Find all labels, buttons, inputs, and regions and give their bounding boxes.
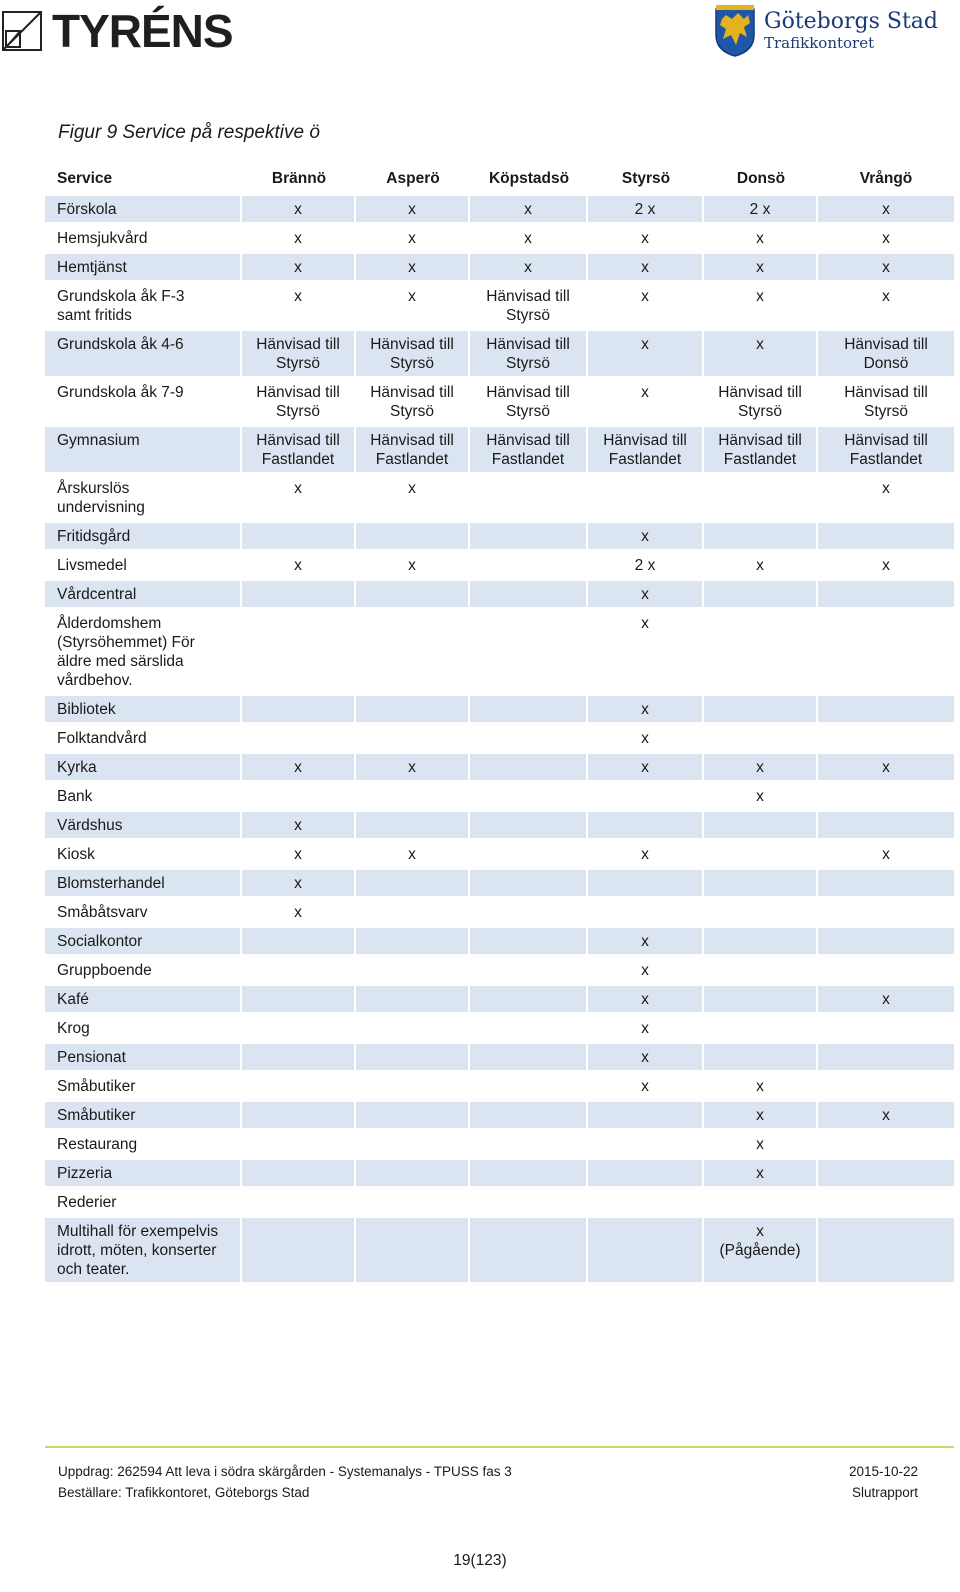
island-value-cell: x [704, 552, 818, 578]
island-value-cell: x [588, 1073, 704, 1099]
island-value-cell: x [356, 841, 470, 867]
island-value-cell [470, 1044, 588, 1070]
island-value-cell: x [242, 870, 356, 896]
island-value-cell: x [588, 754, 704, 780]
island-value-cell [242, 1044, 356, 1070]
island-value-cell [242, 928, 356, 954]
island-value-cell [242, 783, 356, 809]
table-row [45, 1015, 954, 1041]
island-value-cell [470, 1015, 588, 1041]
island-value-cell [704, 1189, 818, 1215]
island-value-cell: x [588, 928, 704, 954]
island-value-cell: Hänvisad till Styrsö [356, 379, 470, 424]
island-value-cell: x [356, 552, 470, 578]
island-value-cell [470, 725, 588, 751]
island-value-cell: x [818, 552, 954, 578]
service-name-cell: Socialkontor [45, 928, 242, 954]
island-value-cell: x [588, 986, 704, 1012]
island-value-cell [470, 523, 588, 549]
island-value-cell [588, 475, 704, 520]
island-value-cell: Hänvisad till Fastlandet [588, 427, 704, 472]
footer-assignment: Uppdrag: 262594 Att leva i södra skärgården - Systemanalys - TPUSS fas 3 [58, 1464, 512, 1479]
table-row [45, 841, 954, 867]
island-value-cell [356, 1102, 470, 1128]
island-value-cell [818, 899, 954, 925]
island-value-cell [704, 523, 818, 549]
table-row [45, 1218, 954, 1282]
island-value-cell [470, 783, 588, 809]
service-name-cell: Livsmedel [45, 552, 242, 578]
island-value-cell [818, 725, 954, 751]
island-value-cell: Hänvisad till Styrsö [818, 379, 954, 424]
island-value-cell: x [704, 783, 818, 809]
island-value-cell: x [470, 225, 588, 251]
island-value-cell [818, 1131, 954, 1157]
island-value-cell: Hänvisad till Styrsö [470, 283, 588, 328]
island-value-cell [470, 1131, 588, 1157]
island-value-cell [818, 957, 954, 983]
island-value-cell: x [356, 254, 470, 280]
service-name-cell: Grundskola åk 4-6 [45, 331, 242, 376]
island-value-cell [356, 899, 470, 925]
footer-date: 2015-10-22 [848, 1464, 918, 1479]
island-value-cell [470, 841, 588, 867]
island-value-cell: 2 x [588, 552, 704, 578]
table-row [45, 1160, 954, 1186]
logo-city-name: Göteborgs Stad [764, 9, 939, 34]
island-value-cell [242, 1102, 356, 1128]
island-value-cell [818, 812, 954, 838]
island-value-cell [356, 696, 470, 722]
service-name-cell: Restaurang [45, 1131, 242, 1157]
figure-caption: Figur 9 Service på respektive ö [58, 122, 320, 143]
service-name-cell: Förskola [45, 196, 242, 222]
tyrens-logo [2, 5, 233, 57]
island-value-cell: Hänvisad till Donsö [818, 331, 954, 376]
island-value-cell: x [588, 581, 704, 607]
island-value-cell [818, 1073, 954, 1099]
island-value-cell [704, 1044, 818, 1070]
island-value-cell [356, 610, 470, 693]
island-value-cell: x [242, 552, 356, 578]
island-value-cell: x [704, 225, 818, 251]
island-value-cell [818, 1189, 954, 1215]
island-value-cell [242, 986, 356, 1012]
island-value-cell [242, 523, 356, 549]
island-value-cell: x [818, 225, 954, 251]
table-row [45, 379, 954, 424]
island-value-cell: Hänvisad till Fastlandet [818, 427, 954, 472]
island-value-cell: x [588, 523, 704, 549]
table-row [45, 783, 954, 809]
island-value-cell [356, 783, 470, 809]
page-number: 19(123) [453, 1552, 507, 1569]
island-value-cell [242, 1189, 356, 1215]
table-row [45, 899, 954, 925]
island-value-cell: x [704, 1131, 818, 1157]
island-value-cell: x [356, 283, 470, 328]
island-value-cell [818, 523, 954, 549]
island-value-cell [704, 841, 818, 867]
island-value-cell [242, 957, 356, 983]
column-header: Brännö [271, 170, 327, 187]
island-value-cell: x [588, 696, 704, 722]
island-value-cell: x [242, 841, 356, 867]
island-value-cell: Hänvisad till Styrsö [704, 379, 818, 424]
island-value-cell: x [242, 754, 356, 780]
island-value-cell [704, 870, 818, 896]
table-row [45, 1073, 954, 1099]
island-value-cell: x [242, 812, 356, 838]
table-body [45, 196, 954, 1282]
island-value-cell [470, 899, 588, 925]
table-header-row [45, 165, 954, 193]
island-value-cell [242, 581, 356, 607]
table-row [45, 1102, 954, 1128]
island-value-cell [704, 1015, 818, 1041]
island-value-cell [470, 812, 588, 838]
service-name-cell: Gymnasium [45, 427, 242, 472]
island-value-cell: x [704, 754, 818, 780]
island-value-cell: x [588, 841, 704, 867]
island-value-cell: Hänvisad till Fastlandet [356, 427, 470, 472]
island-value-cell [356, 1073, 470, 1099]
table-row [45, 225, 954, 251]
service-name-cell: Bibliotek [45, 696, 242, 722]
island-value-cell [356, 725, 470, 751]
island-value-cell: x [356, 196, 470, 222]
island-value-cell: x [588, 1015, 704, 1041]
service-name-cell: Fritidsgård [45, 523, 242, 549]
island-value-cell: x [704, 254, 818, 280]
island-value-cell: Hänvisad till Fastlandet [242, 427, 356, 472]
service-name-cell: Kyrka [45, 754, 242, 780]
island-value-cell [470, 1073, 588, 1099]
island-value-cell [704, 899, 818, 925]
island-value-cell: x [704, 1160, 818, 1186]
island-value-cell: x [356, 754, 470, 780]
island-value-cell [356, 812, 470, 838]
island-value-cell [588, 1218, 704, 1282]
service-table [45, 162, 954, 1285]
column-header: Service [57, 170, 113, 187]
island-value-cell: x [242, 196, 356, 222]
island-value-cell: Hänvisad till Styrsö [356, 331, 470, 376]
island-value-cell [470, 870, 588, 896]
island-value-cell: Hänvisad till Styrsö [470, 379, 588, 424]
island-value-cell: x [818, 754, 954, 780]
island-value-cell [356, 1160, 470, 1186]
service-name-cell: Hemsjukvård [45, 225, 242, 251]
service-name-cell: Gruppboende [45, 957, 242, 983]
island-value-cell [242, 725, 356, 751]
island-value-cell [588, 1160, 704, 1186]
island-value-cell: x [242, 283, 356, 328]
island-value-cell: Hänvisad till Styrsö [242, 379, 356, 424]
table-row [45, 928, 954, 954]
island-value-cell [818, 696, 954, 722]
island-value-cell [470, 610, 588, 693]
island-value-cell [818, 783, 954, 809]
logo-department-name: Trafikkontoret [764, 34, 875, 52]
island-value-cell [704, 475, 818, 520]
service-name-cell: Pizzeria [45, 1160, 242, 1186]
goteborgs-stad-logo [714, 4, 938, 58]
island-value-cell: Hänvisad till Styrsö [470, 331, 588, 376]
island-value-cell: x [242, 899, 356, 925]
island-value-cell [704, 581, 818, 607]
service-name-cell: Vårdcentral [45, 581, 242, 607]
island-value-cell: x [588, 725, 704, 751]
footer-divider [45, 1446, 954, 1448]
coat-of-arms-icon [714, 5, 756, 57]
footer-client: Beställare: Trafikkontoret, Göteborgs Stad [58, 1485, 310, 1500]
island-value-cell [470, 696, 588, 722]
island-value-cell: x [470, 254, 588, 280]
table-row [45, 475, 954, 520]
island-value-cell: x [818, 1102, 954, 1128]
island-value-cell: 2 x [588, 196, 704, 222]
service-name-cell: Ålderdomshem (Styrsöhemmet) För äldre med särslida vårdbehov. [45, 610, 242, 693]
service-name-cell: Multihall för exempelvis idrott, möten, konserter och teater. [45, 1218, 242, 1282]
island-value-cell [242, 1015, 356, 1041]
island-value-cell [470, 928, 588, 954]
island-value-cell [356, 1044, 470, 1070]
island-value-cell [818, 1015, 954, 1041]
island-value-cell: Hänvisad till Styrsö [242, 331, 356, 376]
island-value-cell [704, 957, 818, 983]
island-value-cell: x [704, 1102, 818, 1128]
island-value-cell [470, 754, 588, 780]
island-value-cell: x [818, 475, 954, 520]
column-header: Styrsö [621, 170, 671, 187]
table-row [45, 1044, 954, 1070]
island-value-cell: x [242, 475, 356, 520]
island-value-cell [470, 552, 588, 578]
table-row [45, 254, 954, 280]
island-value-cell [470, 581, 588, 607]
island-value-cell: x [818, 254, 954, 280]
island-value-cell: x (Pågående) [704, 1218, 818, 1282]
tyrens-mark-icon [2, 11, 42, 51]
island-value-cell [818, 928, 954, 954]
service-name-cell: Rederier [45, 1189, 242, 1215]
island-value-cell [242, 610, 356, 693]
service-name-cell: Blomsterhandel [45, 870, 242, 896]
island-value-cell [356, 581, 470, 607]
island-value-cell [704, 696, 818, 722]
service-name-cell: Bank [45, 783, 242, 809]
table-row [45, 196, 954, 222]
island-value-cell: Hänvisad till Fastlandet [470, 427, 588, 472]
service-name-cell: Hemtjänst [45, 254, 242, 280]
table-row [45, 552, 954, 578]
island-value-cell [470, 1218, 588, 1282]
column-header: Köpstadsö [488, 170, 570, 187]
table-row [45, 331, 954, 376]
island-value-cell: x [588, 379, 704, 424]
island-value-cell [356, 1131, 470, 1157]
table-row [45, 523, 954, 549]
service-name-cell: Kafé [45, 986, 242, 1012]
island-value-cell: x [588, 957, 704, 983]
island-value-cell: x [470, 196, 588, 222]
island-value-cell: x [704, 1073, 818, 1099]
island-value-cell [588, 899, 704, 925]
service-name-cell: Värdshus [45, 812, 242, 838]
island-value-cell: x [356, 475, 470, 520]
service-name-cell: Folktandvård [45, 725, 242, 751]
island-value-cell [470, 957, 588, 983]
island-value-cell [818, 581, 954, 607]
tyrens-wordmark: TYRÉNS [52, 5, 233, 57]
table-row [45, 986, 954, 1012]
island-value-cell [356, 928, 470, 954]
island-value-cell [356, 523, 470, 549]
island-value-cell [704, 928, 818, 954]
island-value-cell: x [588, 1044, 704, 1070]
island-value-cell [242, 1160, 356, 1186]
island-value-cell [588, 870, 704, 896]
island-value-cell: x [588, 610, 704, 693]
service-name-cell: Småbåtsvarv [45, 899, 242, 925]
island-value-cell [470, 1102, 588, 1128]
island-value-cell [356, 1218, 470, 1282]
island-value-cell [588, 1131, 704, 1157]
table-row [45, 812, 954, 838]
island-value-cell: x [242, 254, 356, 280]
island-value-cell [356, 957, 470, 983]
column-header: Asperö [386, 170, 440, 187]
island-value-cell [470, 1189, 588, 1215]
island-value-cell: x [818, 986, 954, 1012]
island-value-cell: x [588, 254, 704, 280]
island-value-cell [470, 986, 588, 1012]
table-row [45, 870, 954, 896]
island-value-cell [356, 1015, 470, 1041]
island-value-cell [588, 1102, 704, 1128]
service-name-cell: Kiosk [45, 841, 242, 867]
island-value-cell: x [588, 283, 704, 328]
table-row [45, 610, 954, 693]
column-header: Donsö [736, 170, 786, 187]
island-value-cell [818, 870, 954, 896]
island-value-cell: x [818, 196, 954, 222]
table-row [45, 725, 954, 751]
island-value-cell [704, 986, 818, 1012]
island-value-cell: x [356, 225, 470, 251]
service-name-cell: Grundskola åk 7-9 [45, 379, 242, 424]
footer-document-type: Slutrapport [851, 1485, 918, 1500]
island-value-cell [704, 610, 818, 693]
island-value-cell [818, 610, 954, 693]
column-header: Vrångö [859, 170, 913, 187]
island-value-cell [242, 1073, 356, 1099]
service-name-cell: Småbutiker [45, 1102, 242, 1128]
table-row [45, 581, 954, 607]
island-value-cell [356, 986, 470, 1012]
island-value-cell [818, 1218, 954, 1282]
service-name-cell: Krog [45, 1015, 242, 1041]
island-value-cell [704, 812, 818, 838]
island-value-cell: x [242, 225, 356, 251]
island-value-cell [356, 1189, 470, 1215]
table-row [45, 754, 954, 780]
table-row [45, 1131, 954, 1157]
service-name-cell: Småbutiker [45, 1073, 242, 1099]
service-name-cell: Pensionat [45, 1044, 242, 1070]
service-name-cell: Grundskola åk F-3 samt fritids [45, 283, 242, 328]
island-value-cell [242, 696, 356, 722]
island-value-cell [818, 1160, 954, 1186]
island-value-cell [356, 870, 470, 896]
table-row [45, 1189, 954, 1215]
island-value-cell [588, 783, 704, 809]
island-value-cell: 2 x [704, 196, 818, 222]
table-row [45, 957, 954, 983]
island-value-cell [588, 812, 704, 838]
island-value-cell [588, 1189, 704, 1215]
island-value-cell: x [704, 283, 818, 328]
island-value-cell: x [704, 331, 818, 376]
island-value-cell [818, 1044, 954, 1070]
island-value-cell [242, 1131, 356, 1157]
table-row [45, 283, 954, 328]
table-row [45, 427, 954, 472]
island-value-cell [470, 475, 588, 520]
island-value-cell [242, 1218, 356, 1282]
service-name-cell: Årskurslös undervisning [45, 475, 242, 520]
island-value-cell [704, 725, 818, 751]
island-value-cell: x [818, 841, 954, 867]
island-value-cell: x [588, 331, 704, 376]
island-value-cell [470, 1160, 588, 1186]
island-value-cell: x [818, 283, 954, 328]
island-value-cell: x [588, 225, 704, 251]
island-value-cell: Hänvisad till Fastlandet [704, 427, 818, 472]
table-row [45, 696, 954, 722]
